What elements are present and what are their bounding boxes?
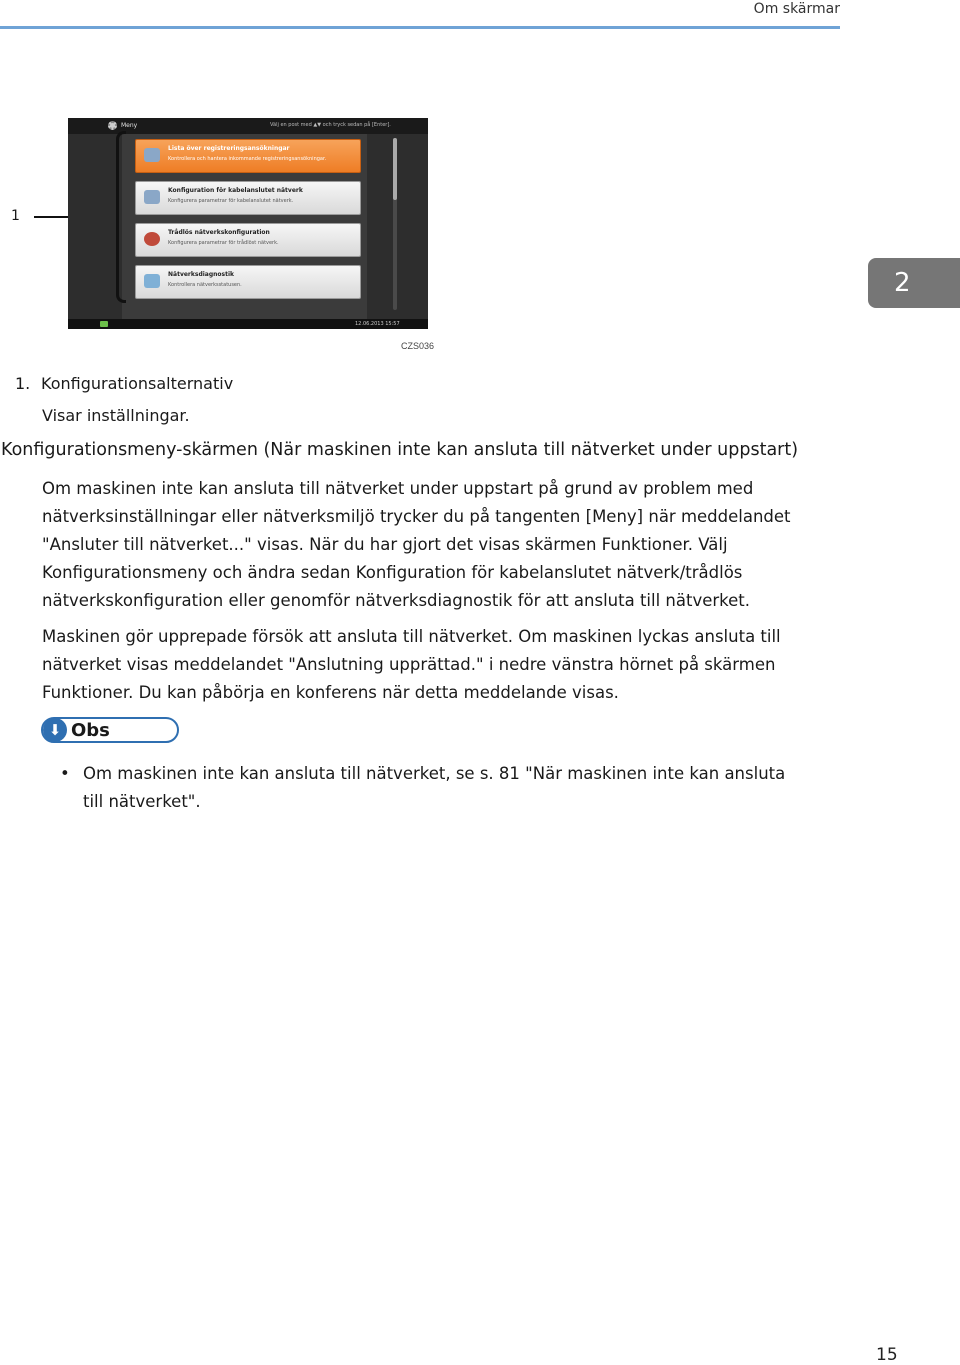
item-title: Konfigurationsalternativ (41, 374, 234, 393)
chapter-number: 2 (894, 268, 911, 298)
figure-callout-number: 1 (11, 208, 20, 224)
item-number: 1. (15, 374, 31, 393)
item-description: Visar inställningar. (42, 406, 190, 425)
network-status-icon (100, 321, 108, 327)
running-header: Om skärmar (753, 1, 840, 17)
screen-item-title: Konfiguration för kabelanslutet nätverk (168, 187, 303, 194)
screen-item-title: Lista över registreringsansökningar (168, 145, 290, 152)
screen-item-subtitle: Kontrollera och hantera inkommande registreringsansökningar. (168, 156, 327, 162)
screen-menu-label: Meny (121, 122, 138, 129)
screen-item-title: Trådlös nätverkskonfiguration (168, 229, 270, 236)
screen-item-title: Nätverksdiagnostik (168, 271, 235, 278)
screen-datetime: 12.06.2013 15:57 (355, 321, 400, 327)
screen-menu-item (135, 181, 361, 215)
numbered-item (15, 374, 233, 393)
note-bullet-text: Om maskinen inte kan ansluta till nätverket, se s. 81 "När maskinen inte kan ansluta till nätverket". (83, 764, 786, 811)
screen-item-subtitle: Konfigurera parametrar för kabelanslutet nätverk. (168, 198, 294, 204)
section-heading: Konfigurationsmeny-skärmen (När maskinen inte kan ansluta till nätverket under uppstart) (1, 440, 799, 460)
screen-menu-item (135, 265, 361, 299)
screen-scrollbar-thumb (393, 138, 397, 200)
screen-item-subtitle: Konfigurera parametrar för trådlöst nätverk. (168, 240, 279, 246)
screen-menu-item (135, 223, 361, 257)
chapter-tab (868, 258, 960, 308)
obs-label: Obs (71, 720, 110, 741)
body-paragraph: Maskinen gör upprepade försök att ansluta till nätverket. Om maskinen lyckas ansluta till nätverket visas meddelandet "Anslutning upprättad." i nedre vänstra hörnet på skärmen Funktioner. Du kan påbörja en konferens när detta meddelande visas. (42, 627, 781, 702)
gear-icon (108, 121, 117, 130)
header-rule (0, 26, 840, 29)
screen-item-subtitle: Kontrollera nätverksstatusen. (168, 282, 242, 288)
page-number: 15 (876, 1345, 898, 1365)
screen-instruction: Välj en post med ▲▼ och tryck sedan på [Enter]. (270, 122, 391, 128)
screen-status-bar (68, 319, 428, 329)
wired-network-icon (144, 190, 160, 204)
callout-bracket (116, 131, 126, 303)
bullet-icon: • (60, 764, 70, 783)
registration-icon (144, 148, 160, 162)
screen-menu-item (135, 139, 361, 173)
obs-note-badge (41, 717, 179, 743)
figure-code: CZS036 (401, 341, 435, 351)
diagnostics-icon (144, 274, 160, 288)
wireless-network-icon (144, 232, 160, 246)
info-arrow-icon: ⬇ (43, 718, 67, 742)
body-paragraph: Om maskinen inte kan ansluta till nätverket under uppstart på grund av problem med nätverksinställningar eller nätverksmiljö trycker du på tangenten [Meny] när meddelandet "Ansluter till nätverket..." visas. När du har gjort det visas skärmen Funktioner. Välj Konfigurationsmeny och ändra sedan Konfiguration för kabelanslutet nätverk/trådlös nätverkskonfiguration eller genomför nätverksdiagnostik för att ansluta till nätverket. (42, 479, 791, 610)
